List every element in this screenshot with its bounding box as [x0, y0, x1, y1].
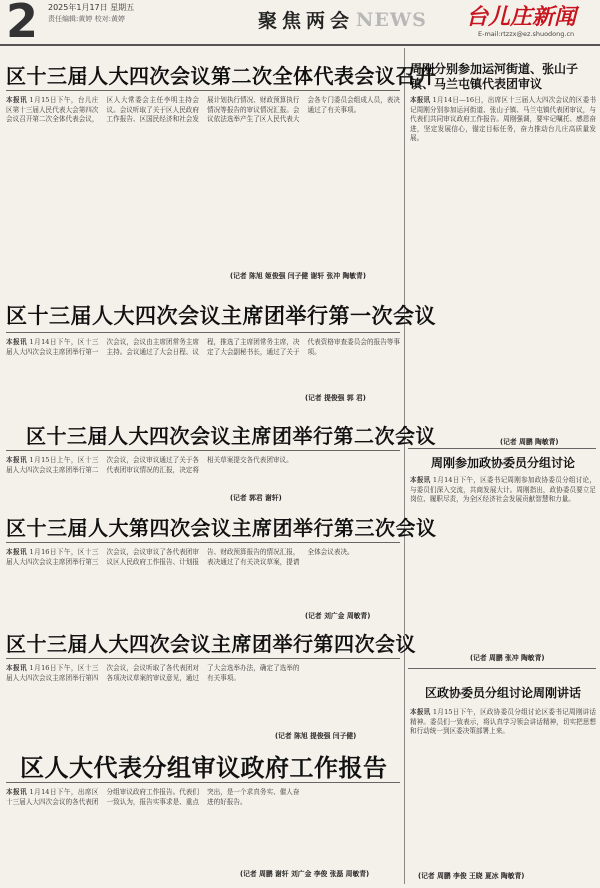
- headline-3: 区十三届人大四次会议主席团举行第二次会议: [26, 424, 436, 448]
- article-text: 1月14日下午，区委书记周刚参加政协委员分组讨论，与委员们深入交流，共商发展大计。周刚指出，政协委员要立足岗位、履职尽责，为全区经济社会发展贡献智慧和力量。: [410, 476, 596, 504]
- contact-email: E-mail:rtzzx@ez.shuodong.cn: [478, 30, 575, 38]
- article-lead: 本报讯: [410, 96, 431, 104]
- article-lead: 本报讯: [6, 788, 27, 796]
- right-headline-3: 区政协委员分组讨论周刚讲话: [424, 686, 581, 700]
- article-lead: 本报讯: [6, 96, 27, 104]
- headline-rule: [6, 90, 400, 91]
- article-text: 1月14日下午，区十三届人大四次会议主席团举行第一次会议，会议由主席团常务主席主持。会议通过了大会日程、议程，推选了主席团常务主席，决定了大会副秘书长，通过了关于代表资格审查委员会的报告等事项。: [6, 338, 400, 356]
- headline-rule: [6, 658, 400, 659]
- right-headline-2: 周刚参加政协委员分组讨论: [430, 456, 575, 470]
- editor-credit: 责任编辑:黄婷 校对:黄婷: [48, 15, 125, 23]
- right-headline-1: 周刚分别参加运河街道、张山子镇、马兰屯镇代表团审议: [410, 62, 579, 91]
- article-lead: 本报讯: [6, 456, 27, 464]
- article-2-body: [6, 338, 400, 398]
- article-3-credit: (记者 郭君 谢轩): [230, 494, 282, 502]
- article-5-credit: (记者 陈旭 提俊强 闫子健): [275, 732, 357, 740]
- page-number: 2: [6, 0, 39, 48]
- masthead: [0, 0, 600, 46]
- headline-6: 区人大代表分组审议政府工作报告: [20, 754, 388, 782]
- right-divider: [408, 668, 596, 669]
- article-4-credit: (记者 刘广金 周敏青): [305, 612, 371, 620]
- article-text: 1月15日下午，区政协委员分组讨论区委书记周刚讲话精神。委员们一致表示，将认真学习领会讲话精神，切实把思想和行动统一到区委决策部署上来。: [410, 708, 596, 736]
- article-lead: 本报讯: [6, 664, 27, 672]
- headline-1: 区十三届人大四次会议第二次全体代表会议召开: [6, 64, 437, 88]
- headline-rule: [6, 782, 400, 783]
- right-article-1-credit: (记者 周鹏 陶敏青): [500, 438, 559, 446]
- article-3-body: [6, 456, 400, 500]
- article-text: 1月15日上午，区十三届人大四次会议主席团举行第二次会议，会议审议通过了关于各代表团审议情况的汇报，决定将相关草案提交各代表团审议。: [6, 456, 293, 474]
- article-text: 1月15日下午，台儿庄区第十三届人民代表大会第四次会议召开第二次全体代表会议，区人大常委会主任李明主持会议。会议听取了关于区人民政府工作报告、区国民经济和社会发展计划执行情况、财政预算执行情况等报告的审议情况汇报。会议依法选举产生了区人民代表大会各专门委员会组成人员，表决通过了有关事项。: [6, 96, 400, 124]
- right-article-1-body: [410, 96, 596, 428]
- issue-date: 2025年1月17日 星期五: [48, 3, 135, 12]
- article-4-body: [6, 548, 400, 614]
- article-2-credit: (记者 提俊强 郭 君): [305, 394, 366, 402]
- article-6-body: [6, 788, 400, 866]
- newspaper-logo: 台儿庄新闻: [466, 4, 577, 30]
- article-1-body: [6, 96, 400, 271]
- article-text: 1月14日—16日，出席区十三届人大四次会议的区委书记周刚分别参加运河街道、张山子镇、马兰屯镇代表团审议，与代表们共同审议政府工作报告。周刚强调，要牢记嘱托、感恩奋进，坚定发展信心，锚定目标任务，奋力推动台儿庄高质量发展。: [410, 96, 596, 143]
- column-divider: [404, 48, 405, 884]
- headline-rule: [6, 450, 400, 451]
- article-1-credit: (记者 陈旭 姬俊强 闫子健 谢轩 张冲 陶敏青): [230, 272, 366, 280]
- article-lead: 本报讯: [410, 476, 431, 484]
- article-6-credit: (记者 周鹏 谢轩 刘广金 李俊 张磊 周敏青): [240, 870, 370, 878]
- right-divider: [408, 448, 596, 449]
- article-text: 1月16日下午，区十三届人大四次会议主席团举行第三次会议，会议审议了各代表团审议区人民政府工作报告、计划报告、财政预算报告的情况汇报，表决通过了有关决议草案，提请全体会议表决。: [6, 548, 354, 566]
- right-article-3-body: [410, 708, 596, 866]
- right-article-2-body: [410, 476, 596, 646]
- news-word: NEWS: [356, 9, 427, 31]
- article-text: 1月14日下午，出席区十三届人大四次会议的各代表团分组审议政府工作报告。代表们一致认为，报告实事求是、重点突出，是一个求真务实、催人奋进的好报告。: [6, 788, 300, 806]
- article-5-body: [6, 664, 400, 732]
- article-lead: 本报讯: [410, 708, 431, 716]
- headline-rule: [6, 542, 400, 543]
- headline-4: 区十三届人大第四次会议主席团举行第三次会议: [6, 516, 437, 540]
- article-lead: 本报讯: [6, 548, 27, 556]
- headline-rule: [6, 332, 400, 333]
- article-text: 1月16日下午，区十三届人大四次会议主席团举行第四次会议，会议听取了各代表团对各项决议草案的审议意见，通过了大会选举办法，确定了选举的有关事项。: [6, 664, 300, 682]
- headline-5: 区十三届人大四次会议主席团举行第四次会议: [6, 632, 416, 656]
- article-lead: 本报讯: [6, 338, 27, 346]
- right-article-3-credit: (记者 周鹏 李俊 王晓 夏冰 陶敏青): [418, 872, 525, 880]
- section-title: 聚焦两会: [258, 10, 355, 32]
- headline-2: 区十三届人大四次会议主席团举行第一次会议: [6, 304, 436, 328]
- right-article-2-credit: (记者 周鹏 张冲 陶敏青): [470, 654, 545, 662]
